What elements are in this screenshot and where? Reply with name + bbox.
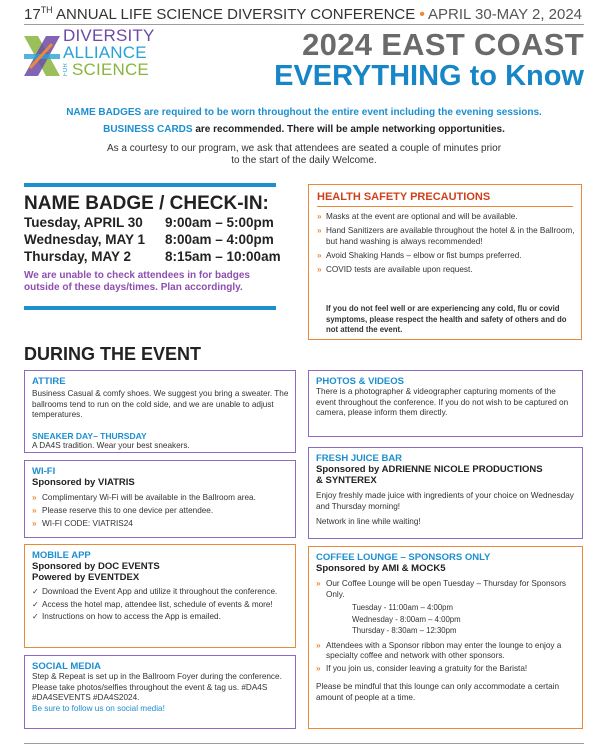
checkin-time: 9:00am – 5:00pm <box>165 215 274 230</box>
page-title-line-1: 2024 EAST COAST <box>302 27 584 62</box>
coffee-lounge-note: Please be mindful that this lounge can only accommodate a certain amount of people at a time. <box>316 682 560 702</box>
name-badge-bottom-bar <box>24 306 276 310</box>
logo-for: FOR <box>63 62 69 77</box>
checkin-day: Tuesday, APRIL 30 <box>24 215 143 230</box>
conference-dates: APRIL 30-MAY 2, 2024 <box>424 6 583 23</box>
business-cards-lead: BUSINESS CARDS <box>103 124 193 135</box>
juice-bar-sponsor-1: Sponsored by ADRIENNE NICOLE PRODUCTIONS <box>316 464 543 475</box>
social-media-follow: Be sure to follow us on social media! <box>32 703 165 713</box>
health-safety-box <box>308 184 582 340</box>
intro-courtesy-line-2: to the start of the daily Welcome. <box>231 155 377 166</box>
photos-videos-box <box>308 370 583 437</box>
coffee-lounge-schedule <box>316 602 576 637</box>
coffee-schedule-row: Thursday - 8:30am – 12:30pm <box>352 626 457 635</box>
social-media-text: Step & Repeat is set up in the Ballroom Foyer during the conference. Please take photos/selfies throughout the event & tag us. #DA4S #DA4SEVENTS #DA4S2024. <box>32 672 282 702</box>
sneaker-day-text: A DA4S tradition. Wear your best sneakers. <box>32 440 190 450</box>
attire-box <box>24 370 296 453</box>
checkin-row <box>24 249 281 264</box>
health-title: HEALTH SAFETY PRECAUTIONS <box>317 191 491 203</box>
coffee-lounge-item: » Attendees with a Sponsor ribbon may enter the lounge to enjoy a specialty coffee and network with other sponsors. <box>316 641 576 662</box>
checkin-row <box>24 232 274 247</box>
health-item: » Hand Sanitizers are available throughout the hotel & in the Ballroom, but hand washing is always recommended! <box>317 225 575 247</box>
health-item: » COVID tests are available upon request. <box>317 264 575 275</box>
coffee-lounge-box <box>308 546 583 729</box>
conference-header-line <box>24 5 582 23</box>
wifi-sponsor: Sponsored by VIATRIS <box>32 477 135 488</box>
photos-videos-title: PHOTOS & VIDEOS <box>316 376 404 387</box>
juice-bar-network: Network in line while waiting! <box>316 517 421 526</box>
coffee-schedule-row: Tuesday - 11:00am – 4:00pm <box>352 603 453 612</box>
health-title-divider <box>317 206 573 207</box>
juice-bar-text: Enjoy freshly made juice with ingredients of your choice on Wednesday and Thursday morning! <box>316 491 574 511</box>
checkin-row <box>24 215 274 230</box>
sneaker-day-title: SNEAKER DAY– THURSDAY <box>32 430 147 441</box>
conference-ordinal: TH <box>40 5 53 15</box>
mobile-app-sponsor: Sponsored by DOC EVENTS <box>32 561 160 572</box>
wifi-item: » Please reserve this to one device per attendee. <box>32 506 289 517</box>
coffee-schedule-row: Wednesday - 8:00am – 4:00pm <box>352 614 461 624</box>
checkin-time: 8:00am – 4:00pm <box>165 232 274 247</box>
logo-wordmark <box>63 27 155 78</box>
mobile-app-box <box>24 544 296 648</box>
header-divider <box>24 24 584 25</box>
intro-courtesy <box>24 143 584 167</box>
attire-text: Business Casual & comfy shoes. We suggest you bring a sweater. The ballrooms tend to run on the cold side, and we are unable to adjust temperatures. <box>32 389 289 419</box>
name-badge-top-bar <box>24 183 276 187</box>
wifi-code: » WI-FI CODE: VIATRIS24 <box>32 519 289 530</box>
checkin-day: Wednesday, MAY 1 <box>24 232 146 247</box>
conference-number: 17 <box>24 6 41 23</box>
wifi-title: WI-FI <box>32 466 56 477</box>
health-list <box>317 211 575 278</box>
coffee-lounge-sponsor: Sponsored by AMI & MOCK5 <box>316 563 446 574</box>
social-media-box <box>24 655 296 729</box>
intro-name-badges: NAME BADGES are required to be worn throughout the entire event including the evening sessions. <box>66 107 542 118</box>
coffee-lounge-title: COFFEE LOUNGE – SPONSORS ONLY <box>316 552 491 563</box>
intro-courtesy-line-1: As a courtesy to our program, we ask that attendees are seated a couple of minutes prior <box>106 143 502 154</box>
photos-videos-text: There is a photographer & videographer capturing moments of the event throughout the conference. If you do not wish to be captured on camera, please inform them directly. <box>316 387 569 417</box>
header-separator: • <box>419 6 425 23</box>
wifi-box <box>24 460 296 538</box>
mobile-app-list <box>32 587 289 623</box>
health-item: » Avoid Shaking Hands – elbow or fist bumps preferred. <box>317 250 575 261</box>
logo-line-3-row <box>63 61 155 78</box>
health-warning: If you do not feel well or are experiencing any cold, flu or covid symptoms, please respect the health and safety of others and do not attend the event. <box>326 304 567 334</box>
during-event-title: DURING THE EVENT <box>24 344 202 364</box>
name-badge-title: NAME BADGE / CHECK-IN: <box>24 193 269 214</box>
wifi-item: » Complimentary Wi-Fi will be available in the Ballroom area. <box>32 493 289 504</box>
juice-bar-box <box>308 447 583 539</box>
mobile-app-title: MOBILE APP <box>32 550 91 561</box>
social-media-title: SOCIAL MEDIA <box>32 661 101 672</box>
business-cards-rest: are recommended. There will be ample networking opportunities. <box>192 124 505 135</box>
coffee-lounge-list <box>316 579 576 600</box>
logo-line-1: DIVERSITY <box>63 26 155 45</box>
mobile-app-item: ✓ Access the hotel map, attendee list, schedule of events & more! <box>32 600 289 611</box>
juice-bar-sponsor-2: & SYNTEREX <box>316 475 377 486</box>
mobile-app-item: ✓ Instructions on how to access the App is emailed. <box>32 612 289 623</box>
checkin-time: 8:15am – 10:00am <box>165 249 281 264</box>
attire-title: ATTIRE <box>32 376 66 387</box>
mobile-app-item: ✓ Download the Event App and utilize it throughout the conference. <box>32 587 289 598</box>
coffee-lounge-item: » Our Coffee Lounge will be open Tuesday – Thursday for Sponsors Only. <box>316 579 576 600</box>
footer-divider <box>24 743 584 744</box>
checkin-note: We are unable to check attendees in for badges outside of these days/times. Plan accordingly. <box>24 270 250 293</box>
mobile-app-powered: Powered by EVENTDEX <box>32 572 140 583</box>
logo-mark-icon <box>22 32 62 84</box>
wifi-list <box>32 493 289 530</box>
checkin-day: Thursday, MAY 2 <box>24 249 132 264</box>
intro-business-cards <box>24 124 584 135</box>
health-item: » Masks at the event are optional and will be available. <box>317 211 575 222</box>
coffee-lounge-item: » If you join us, consider leaving a gratuity for the Barista! <box>316 664 576 675</box>
conference-name: ANNUAL LIFE SCIENCE DIVERSITY CONFERENCE <box>52 6 420 23</box>
logo-line-3: SCIENCE <box>72 60 149 79</box>
logo-line-2: ALLIANCE <box>63 43 147 62</box>
coffee-lounge-list-2 <box>316 641 576 675</box>
juice-bar-title: FRESH JUICE BAR <box>316 453 403 464</box>
page-title-line-2: EVERYTHING to Know <box>274 60 584 92</box>
